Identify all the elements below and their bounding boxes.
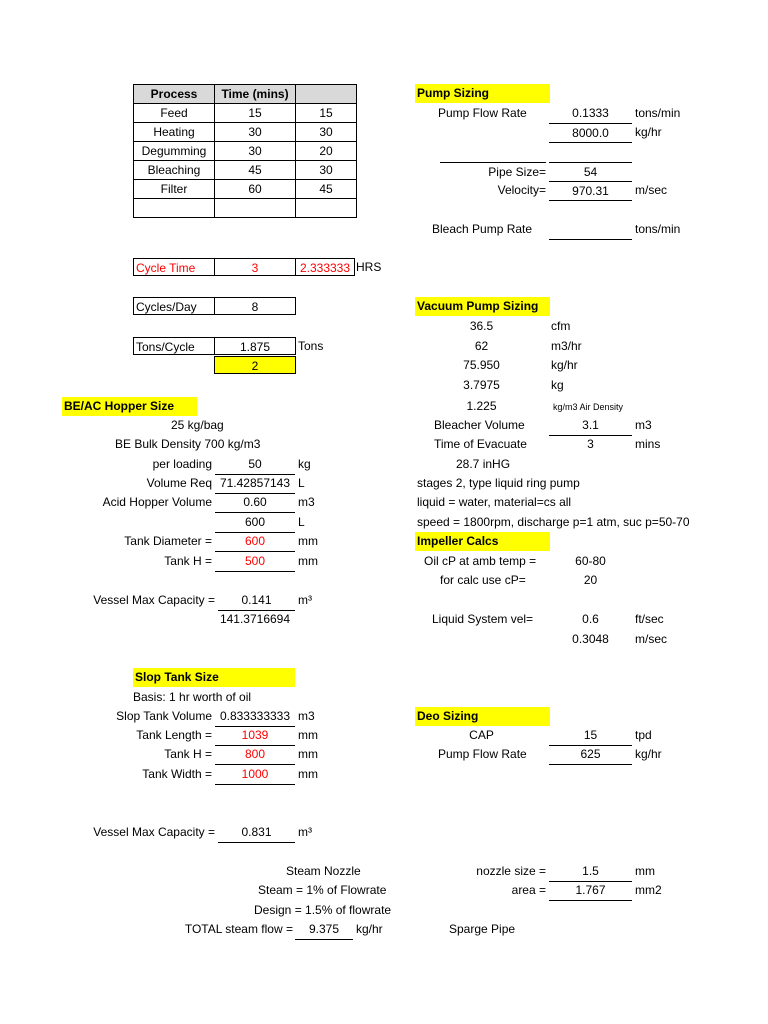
vacuum-row-unit: kg	[551, 378, 564, 392]
bleacher-volume-label: Bleacher Volume	[434, 418, 525, 432]
steam-design: Design = 1.5% of flowrate	[254, 903, 392, 917]
vacuum-stages: stages 2, type liquid ring pump	[417, 476, 580, 490]
deo-flow-unit: kg/hr	[635, 747, 662, 761]
cycles-day-value: 8	[214, 297, 296, 315]
tank-h-label: Tank H =	[164, 554, 212, 568]
oil-cp-label: Oil cP at amb temp =	[424, 554, 537, 568]
cycles-day-label: Cycles/Day	[133, 297, 215, 315]
acid-hopper-liters-unit: L	[298, 515, 305, 529]
slop-volume-value: 0.833333333	[215, 707, 295, 727]
cell: 45	[296, 180, 357, 199]
liquid-vel-unit: ft/sec	[635, 612, 664, 626]
hopper-bag: 25 kg/bag	[171, 418, 224, 432]
pipe-size-label: Pipe Size=	[440, 162, 546, 182]
liquid-vel-label: Liquid System vel=	[432, 612, 534, 626]
table-row	[134, 123, 357, 142]
volume-req-label: Volume Req	[146, 476, 212, 490]
vacuum-row-unit: kg/m3 Air Density	[553, 402, 624, 412]
slop-capacity-value: 0.831	[218, 823, 295, 843]
tank-h-unit: mm	[298, 554, 318, 568]
header-time: Time (mins)	[215, 85, 296, 104]
area-value: 1.767	[549, 881, 632, 901]
hopper-bulk-density: BE Bulk Density 700 kg/m3	[115, 437, 261, 451]
header-process: Process	[134, 85, 215, 104]
acid-hopper-label: Acid Hopper Volume	[102, 495, 212, 509]
pump-flow-unit-2: kg/hr	[635, 125, 662, 139]
liquid-vel-unit-2: m/sec	[635, 632, 668, 646]
cell	[215, 199, 296, 218]
cell: 30	[215, 142, 296, 161]
pipe-size-value: 54	[549, 162, 632, 182]
slop-length-label: Tank Length =	[136, 728, 212, 742]
slop-h-value: 800	[215, 745, 295, 765]
table-row	[134, 104, 357, 123]
table-header-row	[134, 85, 357, 104]
vacuum-row-value: 62	[474, 339, 489, 353]
slop-h-label: Tank H =	[164, 747, 212, 761]
impeller-title: Impeller Calcs	[415, 532, 550, 551]
hopper-title: BE/AC Hopper Size	[62, 397, 197, 416]
table-row	[134, 180, 357, 199]
evacuate-value: 3	[587, 437, 594, 451]
evacuate-unit: mins	[635, 437, 661, 451]
slop-title: Slop Tank Size	[133, 668, 295, 687]
vacuum-row-unit: m3/hr	[551, 339, 582, 353]
cell: Feed	[134, 104, 215, 123]
slop-width-value: 1000	[215, 765, 295, 785]
nozzle-size-label: nozzle size =	[476, 864, 546, 878]
bleach-pump-label: Bleach Pump Rate	[432, 222, 533, 236]
oil-cp-value: 60-80	[575, 554, 606, 568]
liquid-vel-value: 0.6	[582, 612, 599, 626]
table-row	[134, 199, 357, 218]
slop-volume-label: Slop Tank Volume	[116, 709, 212, 723]
slop-volume-unit: m3	[298, 709, 315, 723]
vessel-capacity-liters: 141.3716694	[219, 612, 291, 626]
cell: 15	[296, 104, 357, 123]
cell: 30	[296, 123, 357, 142]
slop-capacity-label: Vessel Max Capacity =	[93, 825, 215, 839]
cell	[296, 199, 357, 218]
slop-h-unit: mm	[298, 747, 318, 761]
cell: Bleaching	[134, 161, 215, 180]
vacuum-row-unit: kg/hr	[551, 358, 578, 372]
cycle-time-label: Cycle Time	[133, 258, 215, 276]
cycle-time-unit: HRS	[356, 260, 382, 274]
table-row	[134, 142, 357, 161]
cycle-time-value-2: 2.333333	[295, 258, 355, 276]
nozzle-size-unit: mm	[635, 864, 655, 878]
per-loading-label: per loading	[152, 457, 212, 471]
velocity-unit: m/sec	[635, 183, 668, 197]
deo-cap-label: CAP	[469, 728, 494, 742]
acid-hopper-liters: 600	[215, 513, 295, 533]
tank-diameter-value: 600	[215, 532, 295, 552]
volume-req-value: 71.42857143	[215, 474, 295, 494]
cell: 45	[215, 161, 296, 180]
tank-diameter-label: Tank Diameter =	[124, 534, 212, 548]
pump-flow-value-2: 8000.0	[549, 123, 632, 143]
vessel-capacity-value: 0.141	[218, 591, 295, 611]
total-steam-value: 9.375	[295, 920, 353, 940]
acid-hopper-value: 0.60	[215, 493, 295, 513]
per-loading-value: 50	[215, 455, 295, 475]
slop-width-unit: mm	[298, 767, 318, 781]
vacuum-inhg: 28.7 inHG	[456, 457, 511, 471]
bleach-pump-value	[549, 220, 632, 240]
calc-cp-value: 20	[583, 573, 598, 587]
nozzle-size-value: 1.5	[549, 862, 632, 882]
deo-cap-value: 15	[549, 726, 632, 746]
vacuum-row-value: 36.5	[469, 319, 494, 333]
volume-req-unit: L	[298, 476, 305, 490]
area-label: area =	[511, 883, 546, 897]
pump-flow-unit: tons/min	[635, 106, 681, 120]
cell: 30	[296, 161, 357, 180]
bleacher-volume-unit: m3	[635, 418, 652, 432]
per-loading-unit: kg	[298, 457, 311, 471]
vessel-capacity-unit: m³	[298, 593, 312, 607]
steam-percent: Steam = 1% of Flowrate	[258, 883, 387, 897]
velocity-label: Velocity=	[497, 183, 546, 197]
pump-flow-value: 0.1333	[572, 106, 609, 120]
slop-capacity-unit: m³	[298, 825, 312, 839]
sparge-pipe: Sparge Pipe	[449, 922, 516, 936]
deo-cap-unit: tpd	[635, 728, 652, 742]
slop-length-value: 1039	[215, 726, 295, 746]
vacuum-row-unit: cfm	[551, 319, 571, 333]
slop-width-label: Tank Width =	[142, 767, 212, 781]
deo-title: Deo Sizing	[415, 707, 550, 726]
cycle-time-value: 3	[214, 258, 296, 276]
vacuum-row-value: 1.225	[466, 399, 497, 413]
table-row	[134, 161, 357, 180]
cell: 15	[215, 104, 296, 123]
vacuum-row-value: 3.7975	[463, 378, 500, 392]
tons-cycle-rounded: 2	[214, 356, 296, 374]
liquid-vel-value-2: 0.3048	[572, 632, 609, 646]
total-steam-unit: kg/hr	[356, 922, 383, 936]
steam-nozzle: Steam Nozzle	[286, 864, 361, 878]
process-table	[133, 84, 357, 218]
velocity-value: 970.31	[549, 181, 632, 201]
vacuum-liquid: liquid = water, material=cs all	[417, 495, 572, 509]
tons-cycle-unit: Tons	[298, 339, 324, 353]
pump-title: Pump Sizing	[415, 84, 550, 103]
slop-length-unit: mm	[298, 728, 318, 742]
area-unit: mm2	[635, 883, 662, 897]
evacuate-label: Time of Evacuate	[434, 437, 527, 451]
vacuum-title: Vacuum Pump Sizing	[415, 297, 550, 316]
cell: 60	[215, 180, 296, 199]
vessel-capacity-label: Vessel Max Capacity =	[93, 593, 215, 607]
bleach-pump-unit: tons/min	[635, 222, 681, 236]
deo-flow-label: Pump Flow Rate	[438, 747, 527, 761]
calc-cp-label: for calc use cP=	[440, 573, 526, 587]
acid-hopper-unit: m3	[298, 495, 315, 509]
vacuum-row-value: 75.950	[463, 358, 500, 372]
total-steam-label: TOTAL steam flow =	[184, 922, 293, 936]
vacuum-speed: speed = 1800rpm, discharge p=1 atm, suc p=50-70	[417, 515, 690, 529]
header-blank	[296, 85, 357, 104]
cell: 30	[215, 123, 296, 142]
tons-cycle-value: 1.875	[214, 337, 296, 355]
cell: 20	[296, 142, 357, 161]
cell	[134, 199, 215, 218]
cell: Degumming	[134, 142, 215, 161]
deo-flow-value: 625	[549, 745, 632, 765]
bleacher-volume-value: 3.1	[549, 416, 632, 436]
slop-basis: Basis: 1 hr worth of oil	[133, 690, 252, 704]
cell: Heating	[134, 123, 215, 142]
tank-diameter-unit: mm	[298, 534, 318, 548]
tons-cycle-label: Tons/Cycle	[133, 337, 215, 355]
pump-flow-label: Pump Flow Rate	[438, 106, 527, 120]
cell: Filter	[134, 180, 215, 199]
tank-h-value: 500	[215, 552, 295, 572]
